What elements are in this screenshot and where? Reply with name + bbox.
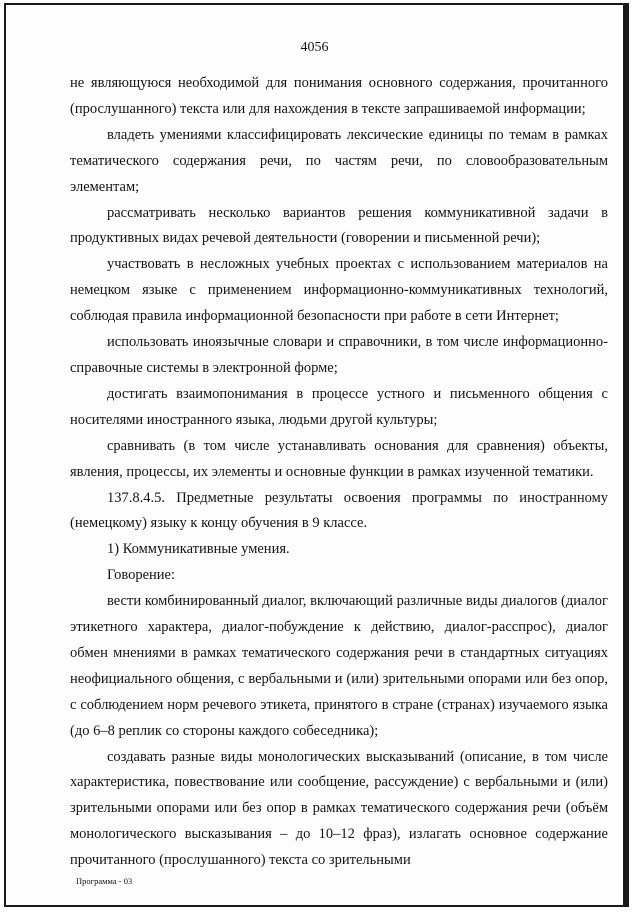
paragraph: использовать иноязычные словари и справочники, в том числе информационно-справочные системы в электронной форме;	[70, 334, 608, 376]
body-text	[70, 71, 608, 874]
footer-label: Программа - 03	[76, 876, 133, 886]
paragraph: владеть умениями классифицировать лексические единицы по темам в рамках тематического содержания речи, по частям речи, по словообразовательным элементам;	[70, 126, 608, 195]
paragraph: создавать разные виды монологических высказываний (описание, в том числе характеристика, повествование или сообщение, рассуждение) с вербальными и (или) зрительными опорами или без опор в рамках тематического содержания речи (объём монологического высказывания – до 10–12 фраз), излагать основное содержание прочитанного (прослушанного) текста со зрительными	[70, 748, 608, 869]
document-page	[4, 3, 629, 907]
paragraph: вести комбинированный диалог, включающий различные виды диалогов (диалог этикетного характера, диалог-побуждение к действию, диалог-расспрос), диалог обмен мнениями в рамках тематического содержания речи в стандартных ситуациях неофициального общения, с вербальными и (или) зрительными опорами или без опор, с соблюдением норм речевого этикета, принятого в стране (странах) изучаемого языка (до 6–8 реплик со стороны каждого собеседника);	[70, 593, 608, 739]
paragraph: сравнивать (в том числе устанавливать основания для сравнения) объекты, явления, процессы, их элементы и основные функции в рамках изученной тематики.	[70, 437, 608, 480]
page-number: 4056	[300, 40, 329, 55]
paragraph: рассматривать несколько вариантов решения коммуникативной задачи в продуктивных видах речевой деятельности (говорении и письменной речи);	[70, 204, 608, 247]
paragraph: достигать взаимопонимания в процессе устного и письменного общения с носителями иностранного языка, людьми другой культуры;	[70, 385, 608, 428]
paragraph: 137.8.4.5. Предметные результаты освоения программы по иностранному (немецкому) языку к концу обучения в 9 классе.	[70, 489, 608, 532]
paragraph: 1) Коммуникативные умения.	[107, 541, 290, 558]
paragraph: участвовать в несложных учебных проектах с использованием материалов на немецком языке с применением информационно-коммуникативных технологий, соблюдая правила информационной безопасности при работе в сети Интернет;	[70, 256, 608, 325]
paragraph: Говорение:	[107, 567, 176, 584]
paragraph: не являющуюся необходимой для понимания основного содержания, прочитанного (прослушанного) текста или для нахождения в тексте запрашиваемой информации;	[70, 75, 608, 117]
